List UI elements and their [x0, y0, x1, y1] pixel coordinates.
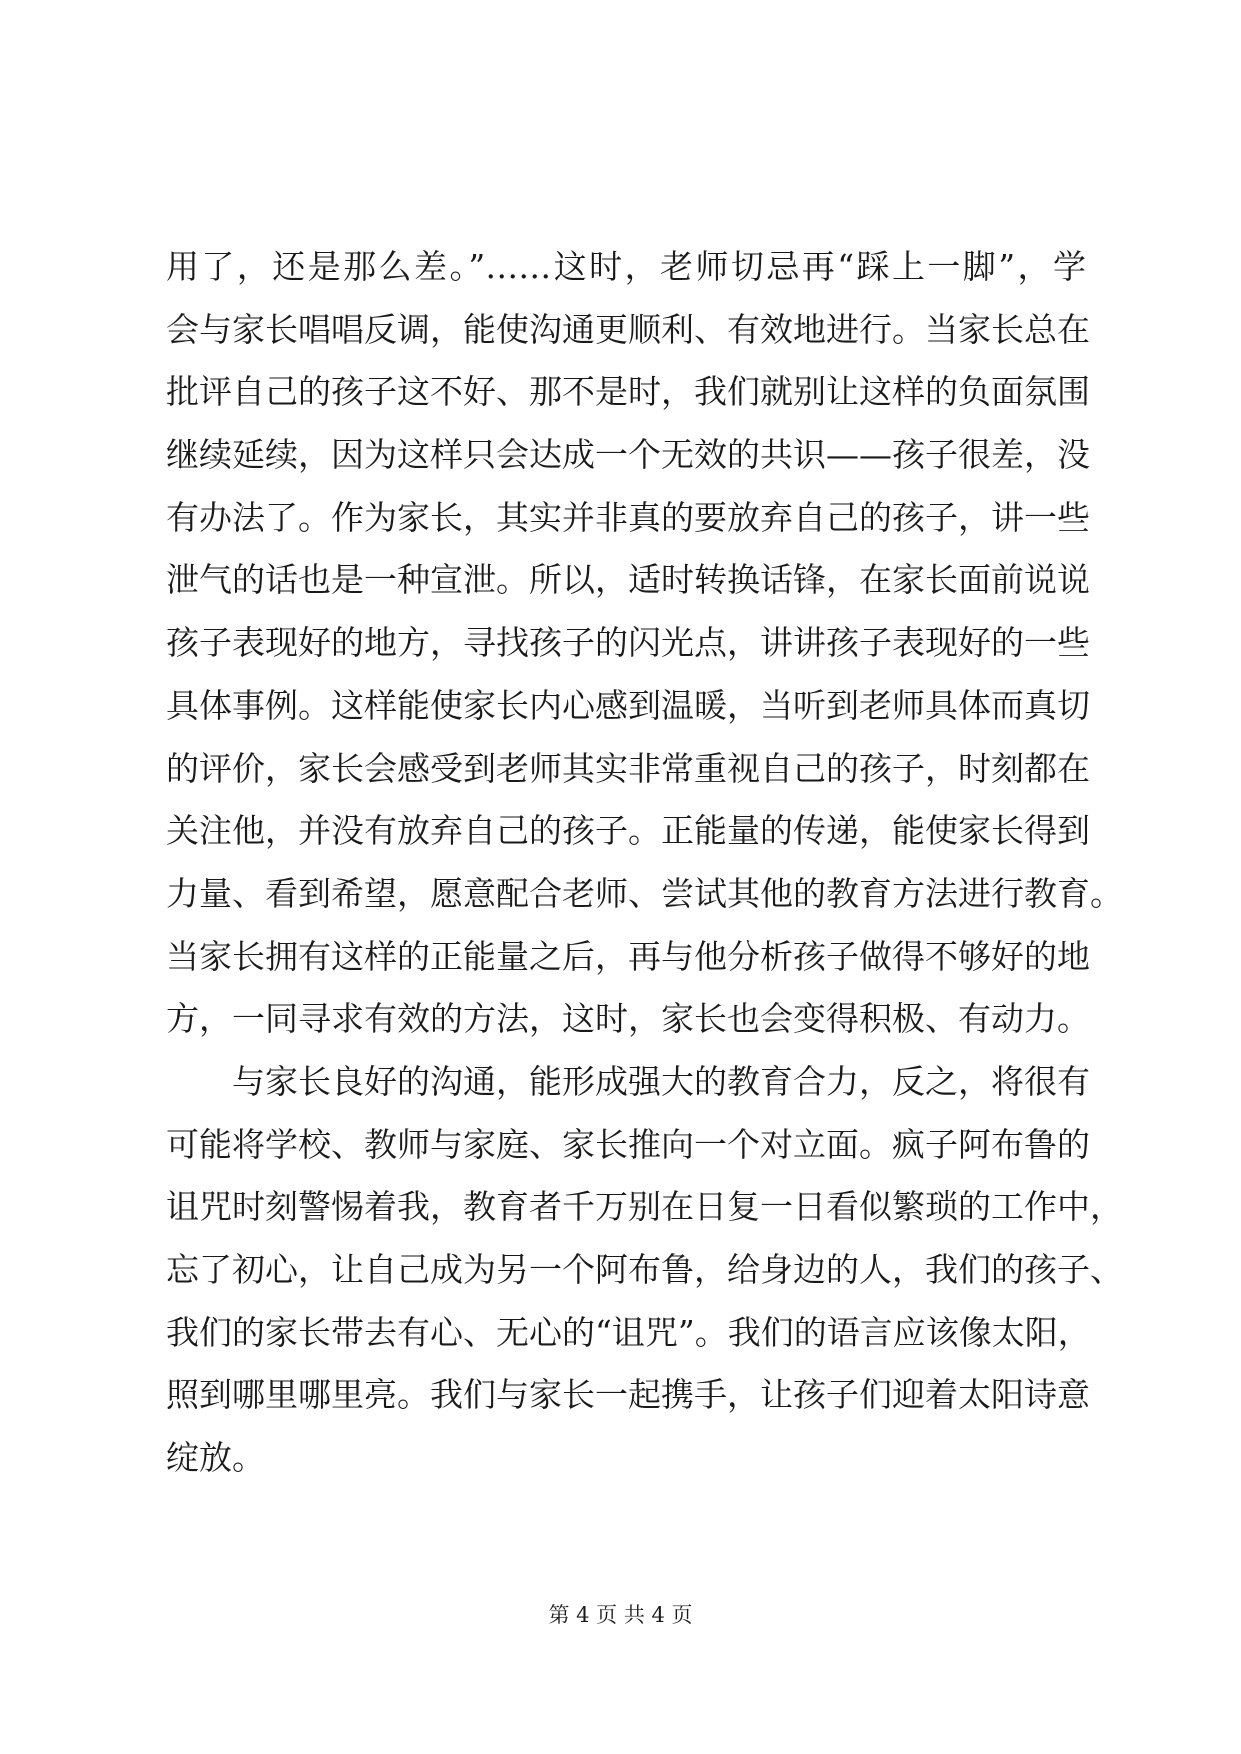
text-line: 孩子表现好的地方，寻找孩子的闪光点，讲讲孩子表现好的一些 — [166, 623, 1090, 663]
text-line: 当家长拥有这样的正能量之后，再与他分析孩子做得不够好的地 — [166, 936, 1090, 976]
text-line: 可能将学校、教师与家庭、家长推向一个对立面。疯子阿布鲁的 — [166, 1124, 1090, 1164]
text-line: 忘了初心，让自己成为另一个阿布鲁，给身边的人，我们的孩子、 — [166, 1250, 1123, 1289]
text-line: 具体事例。这样能使家长内心感到温暖，当听到老师具体而真切 — [166, 685, 1090, 725]
text-line: 用了，还是那么差。”……这时，老师切忌再“踩上一脚”，学 — [166, 247, 1086, 286]
text-line: 绽放。 — [166, 1438, 265, 1478]
text-line: 会与家长唱唱反调，能使沟通更顺利、有效地进行。当家长总在 — [166, 309, 1090, 349]
paragraph-2 — [166, 1051, 1123, 1490]
text-line: 力量、看到希望，愿意配合老师、尝试其他的教育方法进行教育。 — [166, 873, 1123, 913]
page-number-footer: 第 4 页 共 4 页 — [548, 1603, 693, 1627]
text-line: 方，一同寻求有效的方法，这时，家长也会变得积极、有动力。 — [166, 999, 1090, 1039]
text-line: 有办法了。作为家长，其实并非真的要放弃自己的孩子，讲一些 — [166, 497, 1090, 537]
text-line: 泄气的话也是一种宣泄。所以，适时转换话锋，在家长面前说说 — [166, 560, 1090, 600]
paragraph-1 — [166, 236, 1123, 1051]
text-line: 关注他，并没有放弃自己的孩子。正能量的传递，能使家长得到 — [166, 811, 1090, 851]
text-line: 与家长良好的沟通，能形成强大的教育合力，反之，将很有 — [232, 1061, 1090, 1101]
text-line: 诅咒时刻警惕着我，教育者千万别在日复一日看似繁琐的工作中， — [166, 1187, 1123, 1227]
text-line: 批评自己的孩子这不好、那不是时，我们就别让这样的负面氛围 — [166, 372, 1090, 412]
document-body — [166, 236, 1123, 1490]
text-line: 我们的家长带去有心、无心的“诅咒”。我们的语言应该像太阳， — [166, 1312, 1091, 1352]
text-line: 的评价，家长会感受到老师其实非常重视自己的孩子，时刻都在 — [166, 748, 1090, 788]
text-line: 照到哪里哪里亮。我们与家长一起携手，让孩子们迎着太阳诗意 — [166, 1375, 1090, 1415]
text-line: 继续延续，因为这样只会达成一个无效的共识——孩子很差，没 — [166, 435, 1090, 475]
